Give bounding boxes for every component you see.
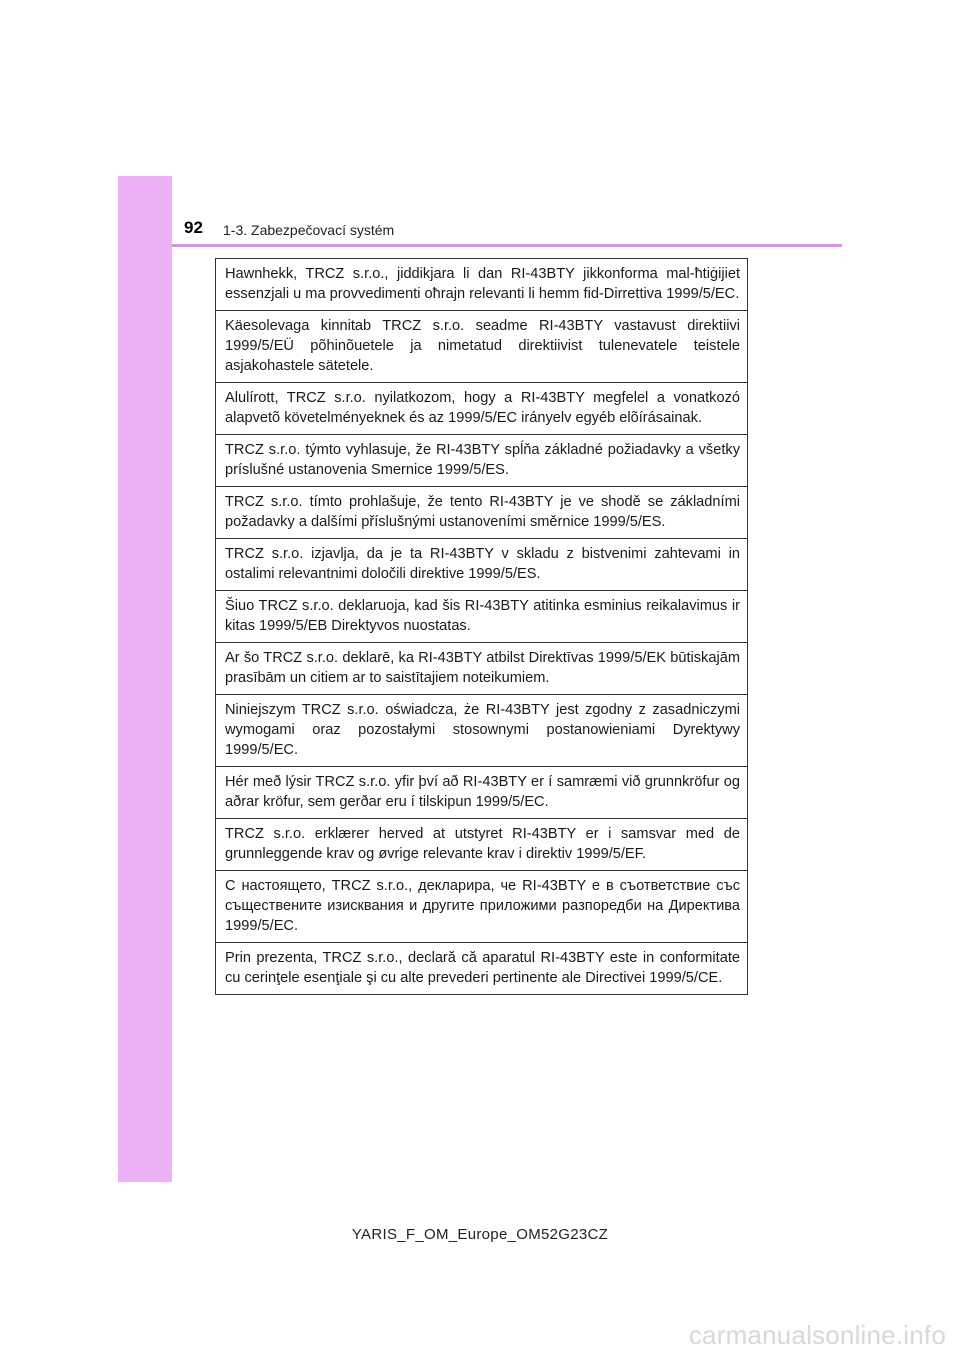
- declaration-maltese: Hawnhekk, TRCZ s.r.o., jiddikjara li dan RI-43BTY jikkonforma mal-ħtiġijiet essenzjali u ma provvedimenti oħrajn relevanti li hemm fid-Dirrettiva 1999/5/EC.: [225, 266, 740, 302]
- document-code: YARIS_F_OM_Europe_OM52G23CZ: [351, 1226, 609, 1243]
- declaration-polish: Niniejszym TRCZ s.r.o. oświadcza, że RI-43BTY jest zgodny z zasadniczymi wymogami oraz pozostałymi stosownymi postanowieniami Dyrektywy 1999/5/EC.: [216, 694, 747, 766]
- declaration-estonian: Käesolevaga kinnitab TRCZ s.r.o. seadme RI-43BTY vastavust direktiivi 1999/5/EÜ põhinõuetele ja nimetatud direktiivist tulenevatele teistele asjakohastele sätetele.: [216, 310, 747, 382]
- declaration-czech: TRCZ s.r.o. tímto prohlašuje, že tento RI-43BTY je ve shodě se základními požadavky a dalšími příslušnými ustanoveními směrnice 1999/5/ES.: [216, 486, 747, 538]
- declaration-latvian: Ar šo TRCZ s.r.o. deklarē, ka RI-43BTY atbilst Direktīvas 1999/5/EK būtiskajām prasībām un citiem ar to saistītajiem noteikumiem.: [216, 642, 747, 694]
- sidebar-color-band: [118, 176, 172, 1182]
- declaration-lithuanian: Šiuo TRCZ s.r.o. deklaruoja, kad šis RI-43BTY atitinka esminius reikalavimus ir kitas 1999/5/EB Direktyvos nuostatas.: [216, 590, 747, 642]
- header-divider: [172, 244, 842, 247]
- declaration-icelandic: Hér með lýsir TRCZ s.r.o. yfir því að RI-43BTY er í samræmi við grunnkröfur og aðrar kröfur, sem gerðar eru í tilskipun 1999/5/EC.: [216, 766, 747, 818]
- declaration-norwegian: TRCZ s.r.o. erklærer herved at utstyret RI-43BTY er i samsvar med de grunnleggende krav og øvrige relevante krav i direktiv 1999/5/EF.: [216, 818, 747, 870]
- declaration-table: [215, 258, 748, 995]
- page-number: 92: [184, 218, 203, 237]
- declaration-slovak: TRCZ s.r.o. týmto vyhlasuje, že RI-43BTY spĺňa základné požiadavky a všetky príslušné ustanovenia Smernice 1999/5/ES.: [216, 434, 747, 486]
- declaration-slovenian: TRCZ s.r.o. izjavlja, da je ta RI-43BTY v skladu z bistvenimi zahtevami in ostalimi relevantnimi določili direktive 1999/5/ES.: [216, 538, 747, 590]
- declaration-hungarian: Alulírott, TRCZ s.r.o. nyilatkozom, hogy a RI-43BTY megfelel a vonatkozó alapvetõ követelményeknek és az 1999/5/EC irányelv egyéb elõírásainak.: [216, 382, 747, 434]
- declaration-bulgarian: С настоящето, TRCZ s.r.o., декларира, че RI-43BTY е в съответствие със съществените изисквания и другите приложими разпоредби на Директива 1999/5/EC.: [216, 870, 747, 942]
- declaration-romanian: Prin prezenta, TRCZ s.r.o., declară că aparatul RI-43BTY este in conformitate cu cerinţele esenţiale şi cu alte prevederi pertinente ale Directivei 1999/5/CE.: [216, 942, 747, 994]
- watermark: carmanualsonline.info: [688, 1320, 946, 1350]
- section-title: 1-3. Zabezpečovací systém: [223, 222, 395, 238]
